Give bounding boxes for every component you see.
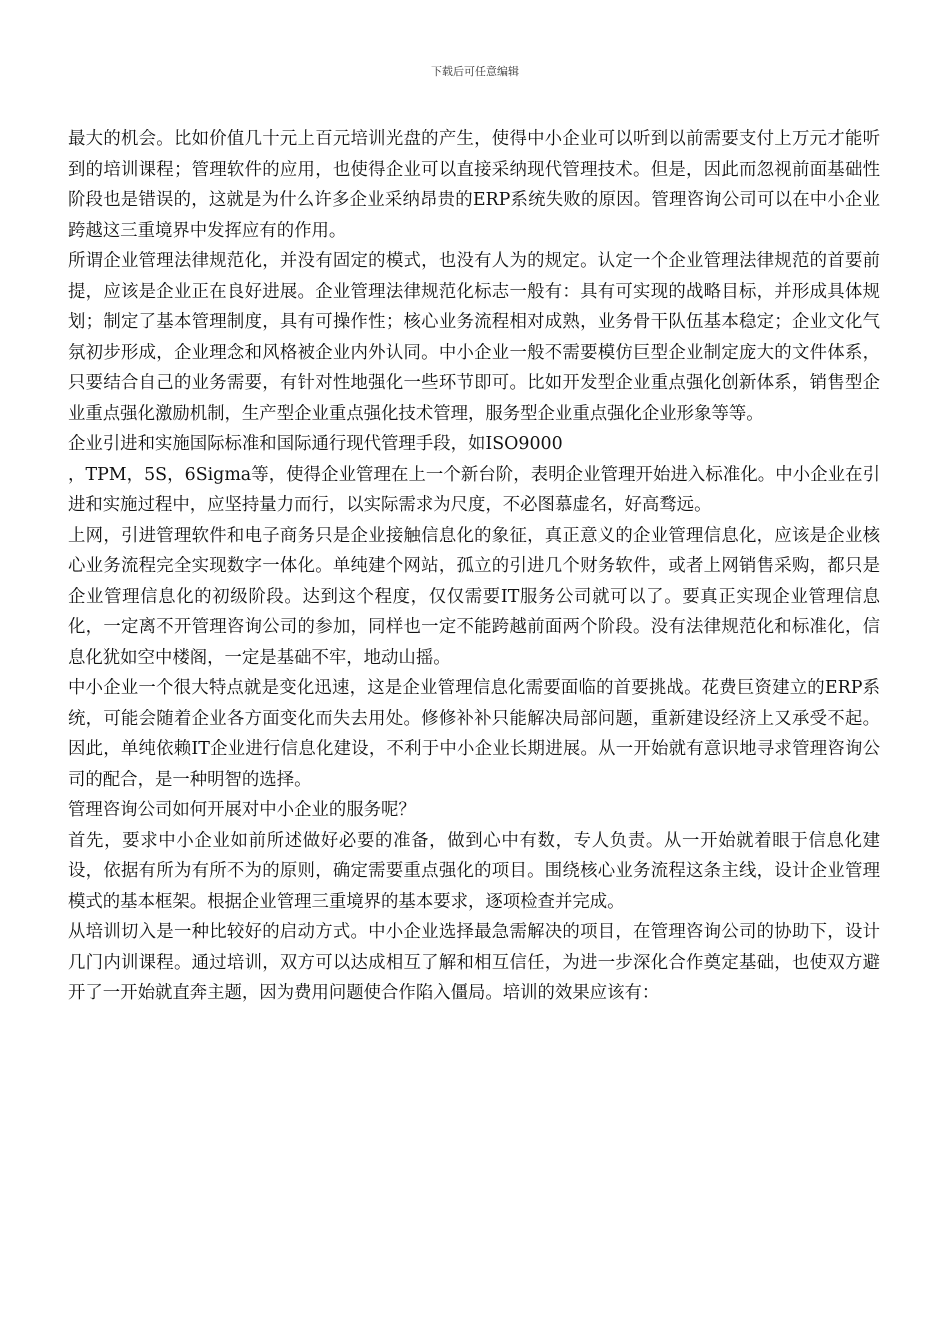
page-header: 下载后可任意编辑 <box>431 65 519 78</box>
paragraph: 管理咨询公司如何开展对中小企业的服务呢？ <box>68 800 416 820</box>
paragraph: 上网，引进管理软件和电子商务只是企业接触信息化的象征，真正意义的企业管理信息化，应该是企业核心业务流程完全实现数字一体化。单纯建个网站，孤立的引进几个财务软件，或者上网销售采购，都只是企业管理信息化的初级阶段。达到这个程度，仅仅需要IT服务公司就可以了。要真正实现企业管理信息化，一定离不开管理咨询公司的参加，同样也一定不能跨越前面两个阶段。没有法律规范化和标准化，信息化犹如空中楼阁，一定是基础不牢，地动山摇。 <box>68 525 880 668</box>
paragraph: 从培训切入是一种比较好的启动方式。中小企业选择最急需解决的项目，在管理咨询公司的协助下，设计几门内训课程。通过培训，双方可以达成相互了解和相互信任，为进一步深化合作奠定基础，也使双方避开了一开始就直奔主题，因为费用问题使合作陷入僵局。培训的效果应该有： <box>68 922 880 1003</box>
paragraph: ，TPM，5S，6Sigma等，使得企业管理在上一个新台阶，表明企业管理开始进入标准化。中小企业在引进和实施过程中，应坚持量力而行，以实际需求为尺度，不必图慕虚名，好高骛远。 <box>68 464 880 515</box>
paragraph: 企业引进和实施国际标准和国际通行现代管理手段，如ISO9000 <box>68 434 563 454</box>
paragraph: 中小企业一个很大特点就是变化迅速，这是企业管理信息化需要面临的首要挑战。花费巨资建立的ERP系统，可能会随着企业各方面变化而失去用处。修修补补只能解决局部问题，重新建设经济上又承受不起。因此，单纯依赖IT企业进行信息化建设，不利于中小企业长期进展。从一开始就有意识地寻求管理咨询公司的配合，是一种明智的选择。 <box>68 678 880 790</box>
document-body <box>68 124 880 1009</box>
paragraph: 所谓企业管理法律规范化，并没有固定的模式，也没有人为的规定。认定一个企业管理法律规范的首要前提，应该是企业正在良好进展。企业管理法律规范化标志一般有：具有可实现的战略目标，并形成具体规划；制定了基本管理制度，具有可操作性；核心业务流程相对成熟，业务骨干队伍基本稳定；企业文化气氛初步形成，企业理念和风格被企业内外认同。中小企业一般不需要模仿巨型企业制定庞大的文件体系，只要结合自己的业务需要，有针对性地强化一些环节即可。比如开发型企业重点强化创新体系，销售型企业重点强化激励机制，生产型企业重点强化技术管理，服务型企业重点强化企业形象等等。 <box>68 251 880 424</box>
paragraph: 首先，要求中小企业如前所述做好必要的准备，做到心中有数，专人负责。从一开始就着眼于信息化建设，依据有所为有所不为的原则，确定需要重点强化的项目。围绕核心业务流程这条主线，设计企业管理模式的基本框架。根据企业管理三重境界的基本要求，逐项检查并完成。 <box>68 830 880 912</box>
paragraph: 最大的机会。比如价值几十元上百元培训光盘的产生，使得中小企业可以听到以前需要支付上万元才能听到的培训课程；管理软件的应用，也使得企业可以直接采纳现代管理技术。但是，因此而忽视前面基础性阶段也是错误的，这就是为什么许多企业采纳昂贵的ERP系统失败的原因。管理咨询公司可以在中小企业跨越这三重境界中发挥应有的作用。 <box>68 129 880 241</box>
